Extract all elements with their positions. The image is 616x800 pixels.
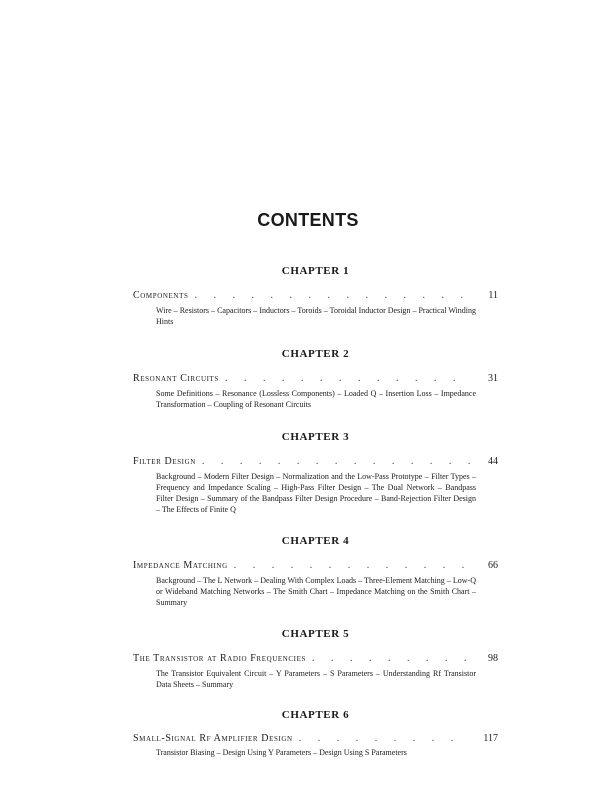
- dot-leaders: [312, 653, 470, 664]
- toc-entry[interactable]: [133, 290, 498, 304]
- chapter-title: Impedance Matching: [133, 560, 228, 571]
- chapter-heading: CHAPTER 2: [281, 348, 350, 360]
- page-number: 117: [483, 733, 498, 744]
- chapter-title: The Transistor at Radio Frequencies: [133, 653, 306, 664]
- chapter-heading: CHAPTER 4: [281, 535, 350, 547]
- dot-leaders: [234, 560, 470, 571]
- chapter-heading: CHAPTER 1: [281, 265, 350, 277]
- chapter-title: Components: [133, 290, 189, 301]
- page-number: 44: [488, 456, 498, 467]
- chapter-title: Small-Signal Rf Amplifier Design: [133, 733, 293, 744]
- toc-entry[interactable]: [133, 653, 498, 667]
- chapter-heading: CHAPTER 5: [281, 628, 350, 640]
- chapter-description: The Transistor Equivalent Circuit – Y Parameters – S Parameters – Understanding Rf Transistor Data Sheets – Summary: [156, 669, 476, 689]
- toc-entry[interactable]: [133, 733, 498, 747]
- chapter-title: Filter Design: [133, 456, 196, 467]
- dot-leaders: [299, 733, 470, 744]
- chapter-description: Transistor Biasing – Design Using Y Parameters – Design Using S Parameters: [156, 748, 407, 757]
- chapter-description: Some Definitions – Resonance (Lossless Components) – Loaded Q – Insertion Loss – Impedance Transformation – Coupling of Resonant Circuits: [156, 389, 476, 409]
- chapter-description: Background – Modern Filter Design – Normalization and the Low-Pass Prototype – Filter Types – Frequency and Impedance Scaling – High-Pass Filter Design – The Dual Network – Bandpass Filter Design – Summary of the Bandpass Filter Design Procedure – Band-Rejection Filter Design – The Effects of Finite Q: [156, 472, 476, 514]
- chapter-description: Background – The L Network – Dealing With Complex Loads – Three-Element Matching – Low-Q or Wideband Matching Networks – The Smith Chart – Impedance Matching on the Smith Chart – Summary: [156, 576, 476, 607]
- dot-leaders: [225, 373, 470, 384]
- page-number: 11: [488, 290, 498, 301]
- chapter-heading: CHAPTER 6: [281, 709, 350, 721]
- chapter-heading: CHAPTER 3: [281, 431, 350, 443]
- toc-entry[interactable]: [133, 456, 498, 470]
- dot-leaders: [194, 290, 470, 301]
- page-number: 66: [488, 560, 498, 571]
- dot-leaders: [202, 456, 470, 467]
- chapter-description: Wire – Resistors – Capacitors – Inductors – Toroids – Toroidal Inductor Design – Practical Winding Hints: [156, 306, 476, 326]
- toc-entry[interactable]: [133, 373, 498, 387]
- page-number: 31: [488, 373, 498, 384]
- chapter-title: Resonant Circuits: [133, 373, 219, 384]
- toc-entry[interactable]: [133, 560, 498, 574]
- page-title: CONTENTS: [257, 210, 359, 230]
- page-number: 98: [488, 653, 498, 664]
